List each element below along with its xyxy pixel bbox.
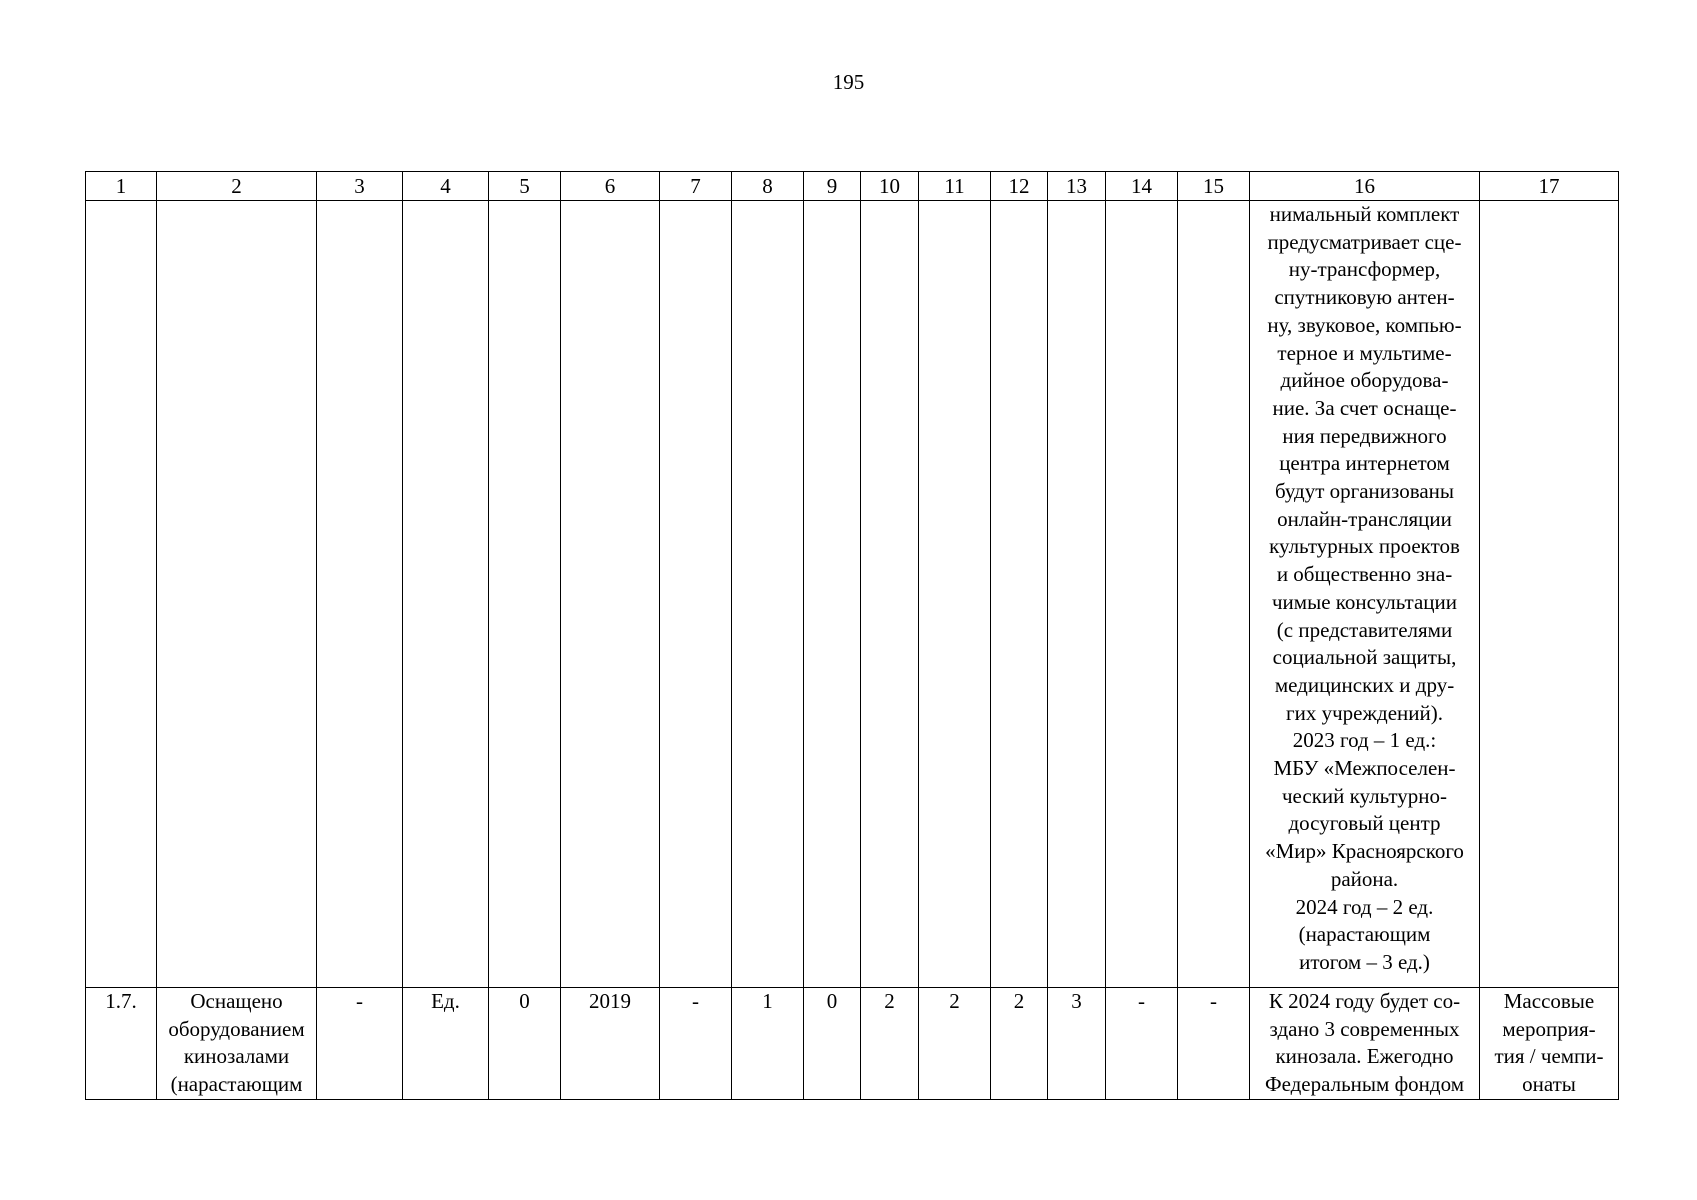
header-cell: 8: [732, 172, 804, 201]
unit-cell: Ед.: [403, 988, 489, 1100]
table-cell: [403, 201, 489, 988]
header-cell: 7: [660, 172, 732, 201]
table-cell: [1480, 201, 1619, 988]
table-cell: [1106, 201, 1178, 988]
header-cell: 6: [561, 172, 660, 201]
value-cell: -: [1178, 988, 1250, 1100]
value-cell: 1: [732, 988, 804, 1100]
header-cell: 11: [919, 172, 991, 201]
header-cell: 1: [86, 172, 157, 201]
table-cell: -: [660, 988, 732, 1100]
table-cell: [804, 201, 861, 988]
table-cell: [86, 201, 157, 988]
header-cell: 3: [317, 172, 403, 201]
header-cell: 15: [1178, 172, 1250, 201]
table-cell: [1048, 201, 1106, 988]
base-year-cell: 2019: [561, 988, 660, 1100]
table-cell: [317, 201, 403, 988]
value-cell: 2: [991, 988, 1048, 1100]
event-type-cell: Массовые мероприя- тия / чемпи- онаты: [1480, 988, 1619, 1100]
table-cell: -: [317, 988, 403, 1100]
header-cell: 10: [861, 172, 919, 201]
header-cell: 17: [1480, 172, 1619, 201]
table-cell: [919, 201, 991, 988]
table-cell: [1178, 201, 1250, 988]
table-cell: [561, 201, 660, 988]
table-cell: [732, 201, 804, 988]
indicator-name-cell: Оснащено оборудованием кинозалами (нарастающим: [157, 988, 317, 1100]
header-cell: 5: [489, 172, 561, 201]
item-number-cell: 1.7.: [86, 988, 157, 1100]
value-cell: 2: [861, 988, 919, 1100]
base-value-cell: 0: [489, 988, 561, 1100]
value-cell: -: [1106, 988, 1178, 1100]
description-cell: нимальный комплект предусматривает сце- ну-трансформер, спутниковую антен- ну, звуковое, компью- терное и мультиме- дийное оборудова- ние. За счет оснаще- ния передвижного центра интернетом будут организованы онлайн-трансляции культурных проектов и общественно зна- чимые консультации (с представителями социальной защиты, медицинских и дру- гих учреждений). 2023 год – 1 ед.: МБУ «Межпоселен- ческий культурно- досуговый центр «Мир» Красноярского района. 2024 год – 2 ед. (нарастающим итогом – 3 ед.): [1250, 201, 1480, 988]
table-cell: [157, 201, 317, 988]
value-cell: 2: [919, 988, 991, 1100]
header-cell: 13: [1048, 172, 1106, 201]
value-cell: 0: [804, 988, 861, 1100]
table-row-item: [86, 988, 1619, 1100]
header-cell: 12: [991, 172, 1048, 201]
table-cell: [991, 201, 1048, 988]
page-number: 195: [832, 70, 865, 94]
data-table: [85, 171, 1619, 1100]
header-cell: 2: [157, 172, 317, 201]
header-cell: 14: [1106, 172, 1178, 201]
description-cell: К 2024 году будет со- здано 3 современных кинозала. Ежегодно Федеральным фондом: [1250, 988, 1480, 1100]
header-cell: 4: [403, 172, 489, 201]
header-row: [86, 172, 1619, 201]
table-cell: [861, 201, 919, 988]
table-cell: [660, 201, 732, 988]
header-cell: 9: [804, 172, 861, 201]
table-row-continuation: [86, 201, 1619, 988]
table-cell: [489, 201, 561, 988]
value-cell: 3: [1048, 988, 1106, 1100]
header-cell: 16: [1250, 172, 1480, 201]
